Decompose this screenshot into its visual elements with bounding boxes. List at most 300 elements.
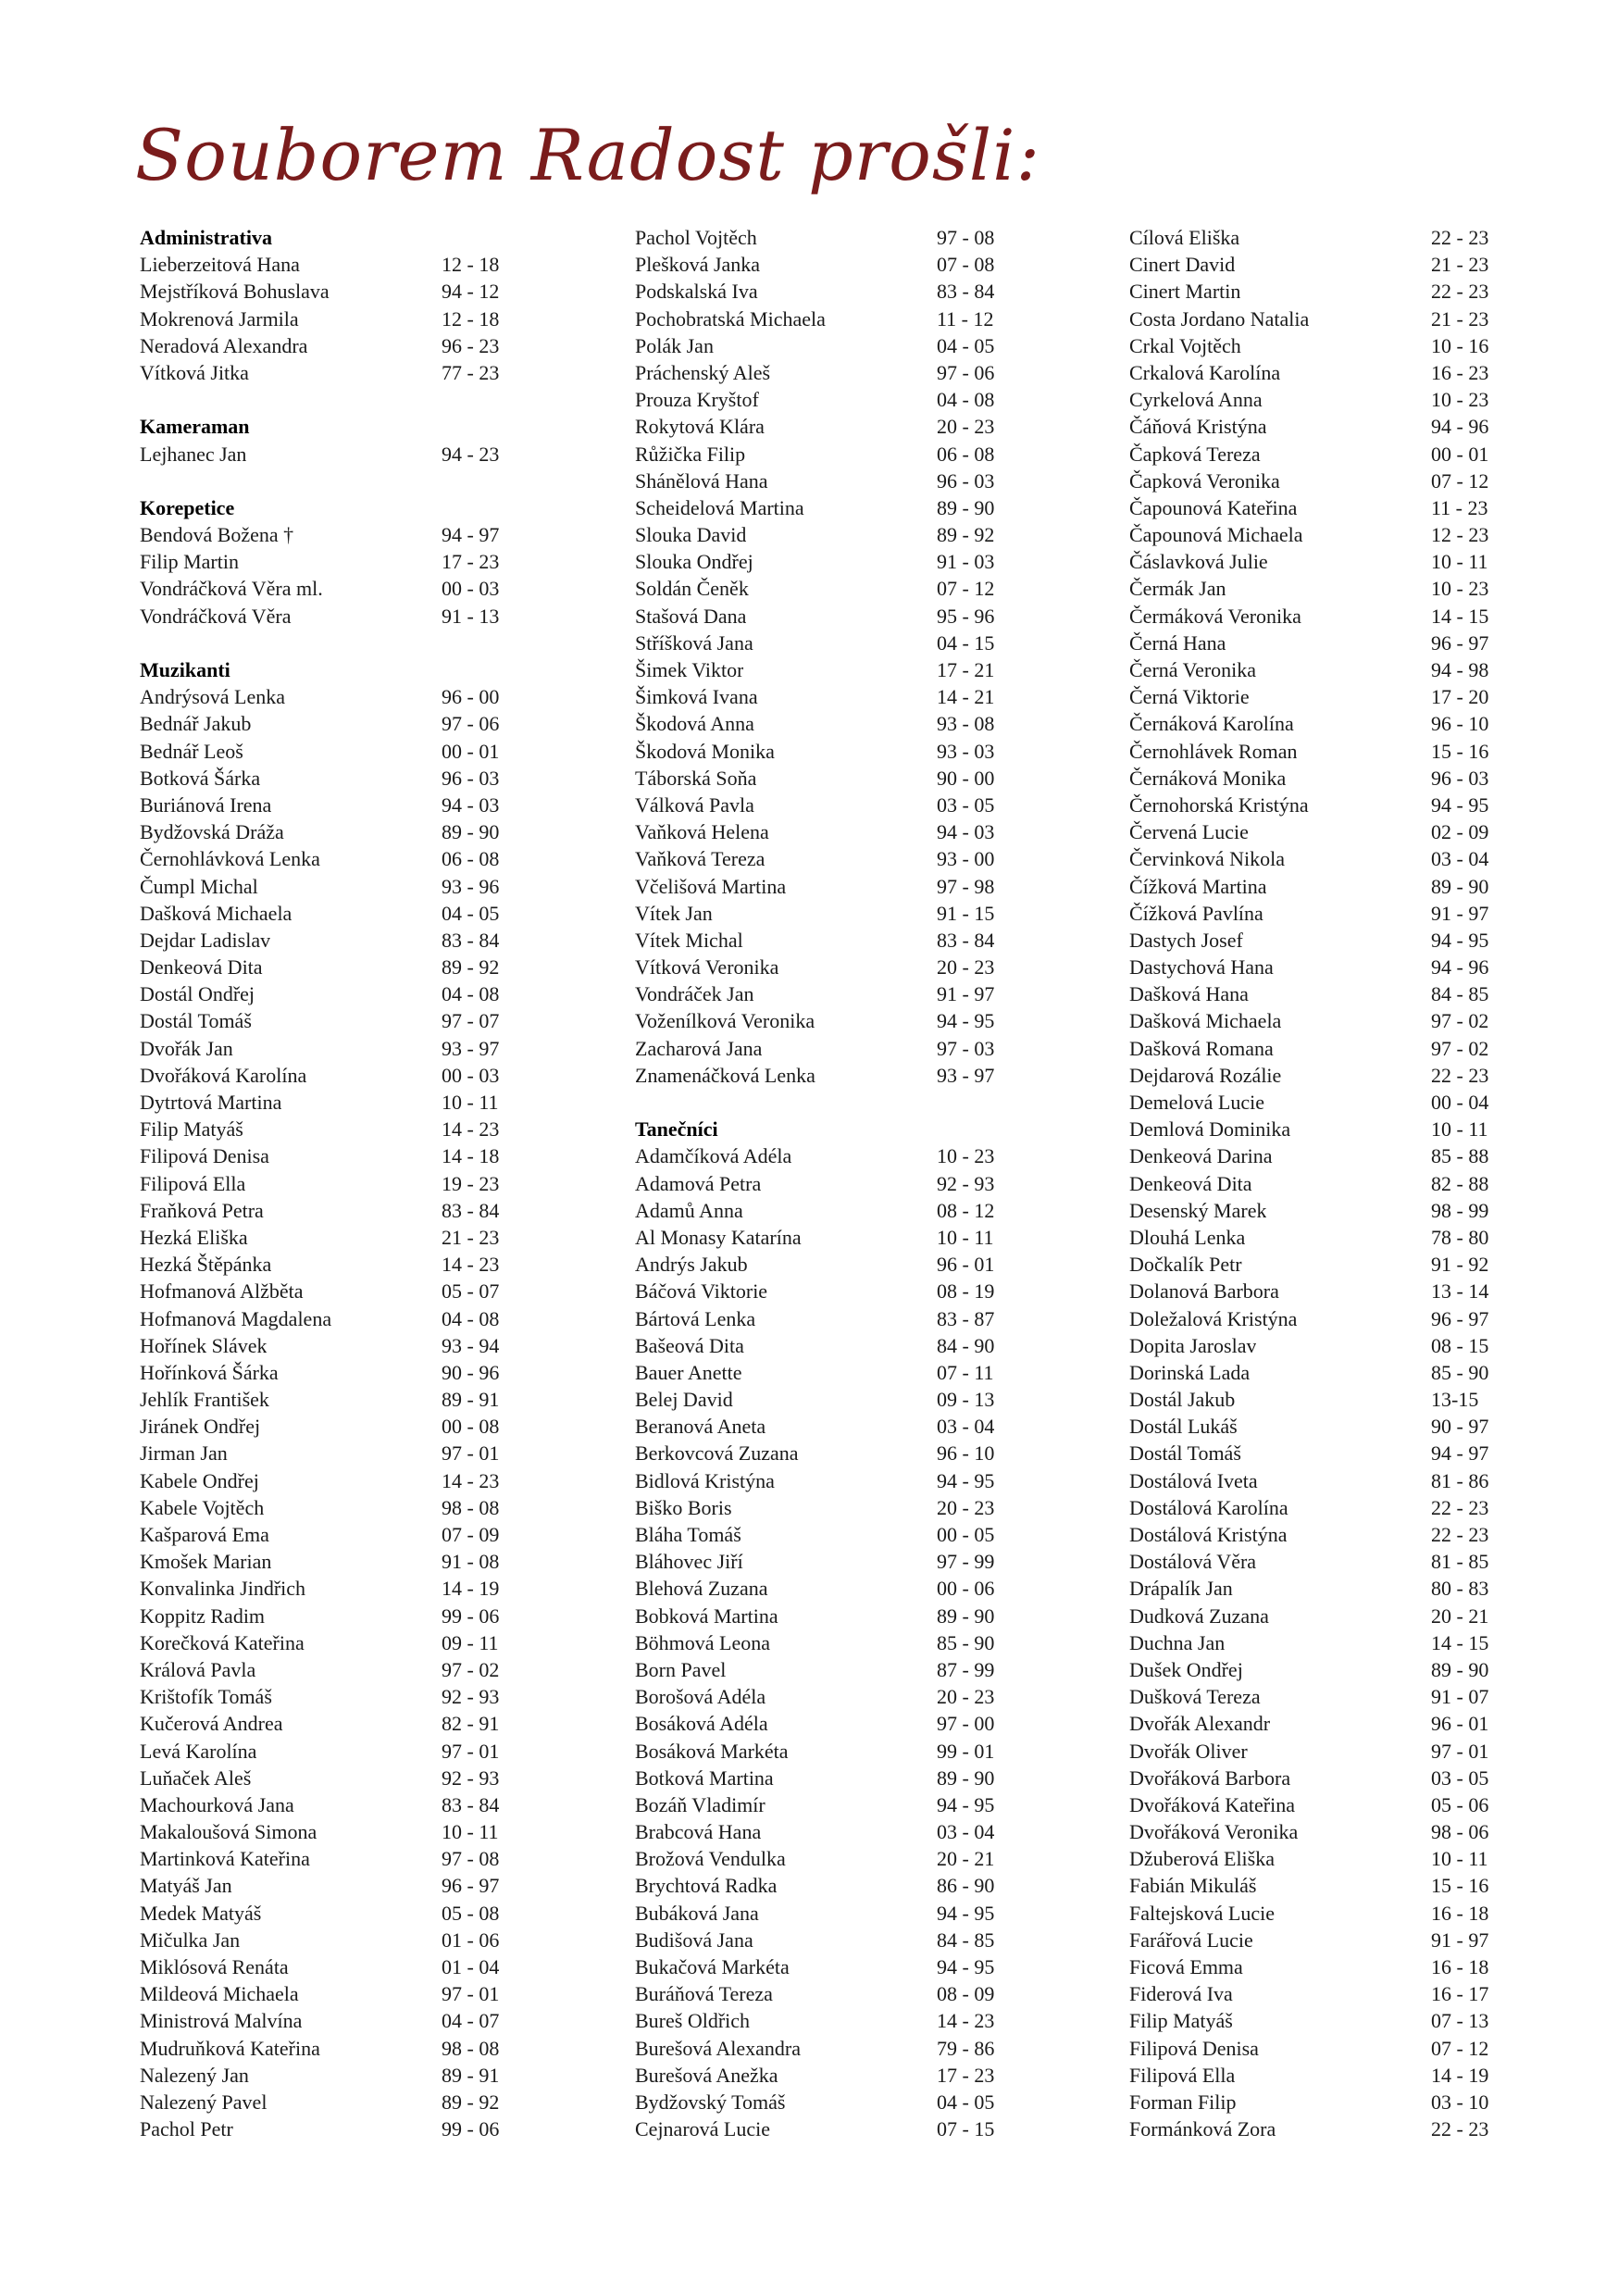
member-name: Forman Filip [1129,2090,1237,2114]
member-years: 20 - 23 [937,415,995,439]
list-item [140,954,508,980]
member-name: Desenský Marek [1129,1198,1267,1222]
list-item [140,1440,508,1466]
member-years: 04 - 08 [937,388,995,412]
list-item [635,441,1003,468]
member-years: 03 - 05 [937,792,995,817]
list-item [1129,603,1498,630]
member-years: 00 - 08 [442,1415,500,1439]
member-name: Filipová Ella [140,1171,246,1195]
member-years: 20 - 23 [937,1495,995,1519]
member-years: 93 - 94 [442,1333,500,1357]
member-name: Dolanová Barbora [1129,1279,1279,1304]
list-item [140,2062,508,2089]
member-years: 92 - 93 [937,1171,995,1195]
member-years: 10 - 11 [1431,1847,1488,1871]
member-name: Cinert David [1129,253,1236,277]
list-item [140,927,508,954]
list-item [1129,1359,1498,1386]
list-item [140,1872,508,1899]
list-item [635,413,1003,440]
list-item [1129,1900,1498,1927]
member-years: 07 - 12 [1431,2036,1489,2060]
member-name: Bubáková Jana [635,1901,759,1925]
member-years: 83 - 84 [442,928,500,952]
member-years: 14 - 19 [442,1577,500,1601]
member-name: Dostálová Karolína [1129,1495,1288,1519]
member-name: Filipová Denisa [140,1144,269,1168]
member-years: 14 - 18 [442,1144,500,1168]
member-name: Soldán Čeněk [635,577,749,601]
member-years: 14 - 19 [1431,2063,1489,2087]
member-name: Znamenáčková Lenka [635,1063,815,1087]
member-years: 91 - 03 [937,550,995,574]
list-item [1129,900,1498,927]
member-years: 20 - 21 [937,1847,995,1871]
list-item [635,1765,1003,1791]
member-name: Rokytová Klára [635,415,765,439]
list-item [140,1710,508,1737]
list-item [1129,1845,1498,1872]
list-item [140,1953,508,1980]
member-years: 99 - 01 [937,1739,995,1763]
member-years: 11 - 12 [937,306,994,331]
member-years: 97 - 03 [937,1036,995,1060]
member-years: 97 - 06 [442,712,500,736]
member-years: 96 - 97 [1431,630,1489,655]
member-years: 20 - 21 [1431,1603,1489,1628]
list-item [1129,468,1498,494]
list-item [635,386,1003,413]
member-years: 89 - 91 [442,1388,500,1412]
member-years: 85 - 90 [937,1630,995,1654]
member-name: Červená Lucie [1129,820,1249,844]
member-years: 93 - 96 [442,874,500,898]
member-years: 05 - 06 [1431,1792,1489,1816]
list-item [635,494,1003,521]
member-name: Čapounová Kateřina [1129,495,1298,519]
member-name: Botková Šárka [140,766,261,790]
member-name: Fiderová Iva [1129,1982,1233,2006]
member-name: Crkal Vojtěch [1129,333,1241,357]
member-name: Čapková Veronika [1129,468,1280,493]
list-item [1129,1386,1498,1413]
member-years: 91 - 97 [1431,901,1489,925]
member-years: 04 - 08 [442,1306,500,1330]
list-item [635,1224,1003,1251]
member-years: 99 - 06 [442,1603,500,1628]
member-name: Polák Jan [635,333,714,357]
list-item [635,603,1003,630]
member-years: 97 - 01 [1431,1739,1489,1763]
member-name: Dušková Tereza [1129,1685,1261,1709]
member-years: 94 - 95 [1431,928,1489,952]
member-years: 08 - 09 [937,1982,995,2006]
list-item [140,1548,508,1575]
member-name: Čermák Jan [1129,577,1226,601]
member-name: Kabele Ondřej [140,1468,259,1492]
member-name: Dlouhá Lenka [1129,1225,1246,1249]
list-item [140,1332,508,1359]
list-item [635,1710,1003,1737]
member-name: Cyrkelová Anna [1129,388,1263,412]
member-years: 96 - 03 [442,766,500,790]
list-item [635,1142,1003,1169]
member-name: Jehlík František [140,1388,269,1412]
list-item [1129,1710,1498,1737]
member-years: 91 - 07 [1431,1685,1489,1709]
member-name: Adamčíková Adéla [635,1144,792,1168]
list-item [1129,278,1498,305]
section-heading: Kameraman [140,415,250,439]
list-item [1129,656,1498,683]
list-item [140,1413,508,1440]
member-name: Böhmová Leona [635,1630,771,1654]
member-name: Drápalík Jan [1129,1577,1233,1601]
member-name: Stašová Dana [635,604,747,628]
list-item [1129,413,1498,440]
list-item [140,1980,508,2007]
member-years: 82 - 88 [1431,1171,1489,1195]
member-years: 14 - 21 [937,685,995,709]
member-name: Filipová Ella [1129,2063,1236,2087]
member-name: Dejdar Ladislav [140,928,271,952]
list-item [635,1305,1003,1332]
member-name: Černohorská Kristýna [1129,792,1309,817]
member-years: 97 - 01 [442,1739,500,1763]
member-years: 19 - 23 [442,1171,500,1195]
member-name: Dopita Jaroslav [1129,1333,1257,1357]
member-name: Andrýsová Lenka [140,685,286,709]
member-years: 86 - 90 [937,1874,995,1898]
list-item [1129,954,1498,980]
list-item [635,1953,1003,1980]
member-name: Dastych Josef [1129,928,1243,952]
list-item [635,1548,1003,1575]
member-years: 17 - 21 [937,658,995,681]
member-name: Vondráčková Věra [140,604,292,628]
list-item [1129,1521,1498,1548]
member-name: Dašková Michaela [140,901,292,925]
list-item [140,1007,508,1034]
list-item [1129,1953,1498,1980]
member-years: 97 - 00 [937,1712,995,1736]
list-item [1129,332,1498,359]
member-name: Dvořáková Karolína [140,1063,307,1087]
list-item [140,1035,508,1062]
member-name: Fabián Mikuláš [1129,1874,1257,1898]
member-name: Černá Viktorie [1129,685,1250,709]
list-item [140,1603,508,1629]
member-name: Belej David [635,1388,733,1412]
member-name: Korečková Kateřina [140,1630,305,1654]
member-name: Bosáková Markéta [635,1739,789,1763]
list-item [635,1035,1003,1062]
column-1 [140,224,508,2142]
member-name: Denkeová Dita [1129,1171,1252,1195]
list-item [635,521,1003,548]
member-years: 03 - 04 [1431,847,1489,871]
member-years: 07 - 11 [937,1360,994,1384]
list-item [635,927,1003,954]
list-item [140,1305,508,1332]
member-years: 97 - 98 [937,874,995,898]
member-years: 94 - 97 [442,523,500,547]
member-years: 14 - 15 [1431,1630,1489,1654]
member-years: 04 - 05 [937,2090,995,2114]
member-years: 92 - 93 [442,1766,500,1790]
list-item [635,845,1003,872]
list-item [1129,1575,1498,1602]
list-item [1129,630,1498,656]
member-name: Čížková Pavlína [1129,901,1263,925]
member-name: Dostál Jakub [1129,1388,1236,1412]
member-name: Dušek Ondřej [1129,1657,1243,1681]
list-item [635,548,1003,575]
list-item [140,359,508,386]
member-name: Slouka David [635,523,747,547]
member-years: 89 - 90 [937,1603,995,1628]
list-item [140,1683,508,1710]
member-name: Bendová Božena † [140,523,294,547]
member-name: Vondráčková Věra ml. [140,577,323,601]
member-name: Nalezený Pavel [140,2090,268,2114]
list-item [1129,1548,1498,1575]
member-years: 89 - 92 [937,523,995,547]
member-name: Brychtová Radka [635,1874,778,1898]
list-item [140,1197,508,1224]
member-name: Jirman Jan [140,1441,228,1466]
member-name: Cejnarová Lucie [635,2117,770,2141]
list-item [635,1521,1003,1548]
member-name: Duchna Jan [1129,1630,1226,1654]
list-item [635,2089,1003,2115]
member-name: Čáňová Kristýna [1129,415,1267,439]
list-item [140,873,508,900]
list-item [635,1494,1003,1521]
member-years: 04 - 05 [937,333,995,357]
list-item [635,1197,1003,1224]
member-years: 14 - 23 [442,1117,500,1142]
member-years: 10 - 23 [1431,577,1489,601]
member-years: 96 - 01 [937,1253,995,1277]
member-years: 93 - 03 [937,739,995,763]
member-name: Nalezený Jan [140,2063,249,2087]
member-years: 97 - 01 [442,1441,500,1466]
list-item [140,1521,508,1548]
member-years: 10 - 23 [937,1144,995,1168]
member-years: 94 - 95 [937,1955,995,1978]
member-name: Filip Matyáš [1129,2009,1233,2033]
member-years: 83 - 84 [937,280,995,304]
list-item [140,548,508,575]
member-years: 22 - 23 [1431,1495,1489,1519]
member-name: Dostál Ondřej [140,982,255,1006]
list-item [140,1927,508,1953]
list-item [140,1251,508,1278]
list-item [1129,873,1498,900]
list-item [635,1278,1003,1304]
member-name: Vítek Jan [635,901,713,925]
list-item [635,873,1003,900]
list-item [140,332,508,359]
member-years: 97 - 08 [442,1847,500,1871]
list-item [635,1738,1003,1765]
member-years: 13 - 14 [1431,1279,1489,1304]
member-years: 95 - 96 [937,604,995,628]
list-item [140,1900,508,1927]
member-years: 00 - 01 [1431,442,1489,466]
list-item [635,630,1003,656]
member-years: 91 - 13 [442,604,500,628]
member-name: Bosáková Adéla [635,1712,768,1736]
list-item [1129,494,1498,521]
member-years: 07 - 12 [937,577,995,601]
list-item [1129,306,1498,332]
list-item [1129,359,1498,386]
section-spacer [140,468,508,494]
member-years: 94 - 03 [937,820,995,844]
member-years: 97 - 02 [442,1657,500,1681]
member-years: 93 - 97 [937,1063,995,1087]
list-item [1129,1927,1498,1953]
member-years: 21 - 23 [1431,253,1489,277]
member-name: Kašparová Ema [140,1523,269,1546]
member-name: Andrýs Jakub [635,1253,748,1277]
member-name: Bašeová Dita [635,1333,744,1357]
member-name: Hezká Štěpánka [140,1253,272,1277]
member-years: 89 - 90 [442,820,500,844]
member-years: 17 - 23 [937,2063,995,2087]
list-item [140,683,508,710]
member-name: Šimek Viktor [635,658,744,681]
list-item [635,1872,1003,1899]
list-item [140,1818,508,1845]
member-name: Mičulka Jan [140,1928,241,1952]
member-name: Šimková Ivana [635,685,758,709]
list-item [635,792,1003,818]
member-years: 00 - 06 [937,1577,995,1601]
list-item [140,251,508,278]
member-name: Plešková Janka [635,253,761,277]
member-name: Slouka Ondřej [635,550,753,574]
member-name: Burešová Anežka [635,2063,778,2087]
list-item [1129,1791,1498,1818]
member-years: 97 - 06 [937,360,995,384]
list-item [635,1359,1003,1386]
member-years: 12 - 23 [1431,523,1489,547]
member-years: 84 - 90 [937,1333,995,1357]
list-item [1129,1629,1498,1656]
member-name: Adamů Anna [635,1198,743,1222]
list-item [635,2115,1003,2142]
member-years: 22 - 23 [1431,1523,1489,1546]
member-name: Růžička Filip [635,442,746,466]
member-name: Džuberová Eliška [1129,1847,1275,1871]
member-years: 00 - 05 [937,1523,995,1546]
member-years: 00 - 03 [442,1063,500,1087]
member-years: 96 - 03 [937,468,995,493]
list-item [140,900,508,927]
member-name: Dostálová Kristýna [1129,1523,1288,1546]
member-years: 17 - 20 [1431,685,1489,709]
member-years: 83 - 84 [937,928,995,952]
member-name: Bidlová Kristýna [635,1468,775,1492]
list-item [1129,1062,1498,1089]
member-name: Čáslavková Julie [1129,550,1268,574]
member-name: Bukačová Markéta [635,1955,790,1978]
member-years: 98 - 99 [1431,1198,1489,1222]
list-item [140,521,508,548]
member-name: Fraňková Petra [140,1198,264,1222]
member-name: Dočkalík Petr [1129,1253,1242,1277]
member-years: 05 - 07 [442,1279,500,1304]
member-name: Denkeová Dita [140,955,263,980]
member-years: 79 - 86 [937,2036,995,2060]
member-years: 07 - 09 [442,1523,500,1546]
member-years: 98 - 06 [1431,1820,1489,1844]
list-item [1129,251,1498,278]
member-years: 22 - 23 [1431,226,1489,249]
list-item [1129,980,1498,1007]
member-name: Kabele Vojtěch [140,1495,265,1519]
list-item [1129,1818,1498,1845]
list-item [635,2062,1003,2089]
member-name: Born Pavel [635,1657,727,1681]
list-item [140,845,508,872]
list-item [1129,441,1498,468]
list-item [635,1927,1003,1953]
member-name: Dašková Hana [1129,982,1249,1006]
member-name: Beranová Aneta [635,1415,766,1439]
list-item [635,2035,1003,2062]
list-item [635,1900,1003,1927]
member-name: Neradová Alexandra [140,333,308,357]
member-years: 94 - 98 [1431,658,1489,681]
member-years: 81 - 85 [1431,1550,1489,1574]
member-name: Černáková Monika [1129,766,1287,790]
list-item [140,1494,508,1521]
member-years: 06 - 08 [442,847,500,871]
member-years: 13-15 [1431,1388,1479,1412]
member-years: 21 - 23 [442,1225,500,1249]
member-name: Filipová Denisa [1129,2036,1259,2060]
member-years: 22 - 23 [1431,1063,1489,1087]
list-item [635,1413,1003,1440]
member-name: Vondráček Jan [635,982,754,1006]
member-name: Králová Pavla [140,1657,256,1681]
member-name: Filip Martin [140,550,239,574]
list-item [635,278,1003,305]
member-name: Burešová Alexandra [635,2036,801,2060]
list-item [1129,792,1498,818]
member-years: 06 - 08 [937,442,995,466]
list-item [1129,738,1498,765]
member-years: 00 - 04 [1431,1091,1489,1114]
member-years: 96 - 10 [937,1441,995,1466]
member-years: 03 - 10 [1431,2090,1489,2114]
member-name: Černáková Karolína [1129,712,1294,736]
member-name: Dytrtová Martina [140,1091,282,1114]
member-name: Bozáň Vladimír [635,1792,765,1816]
list-item [635,954,1003,980]
list-item [635,332,1003,359]
member-years: 14 - 23 [442,1468,500,1492]
list-item [140,306,508,332]
list-item [635,900,1003,927]
list-item [140,278,508,305]
member-name: Dvořáková Barbora [1129,1766,1291,1790]
